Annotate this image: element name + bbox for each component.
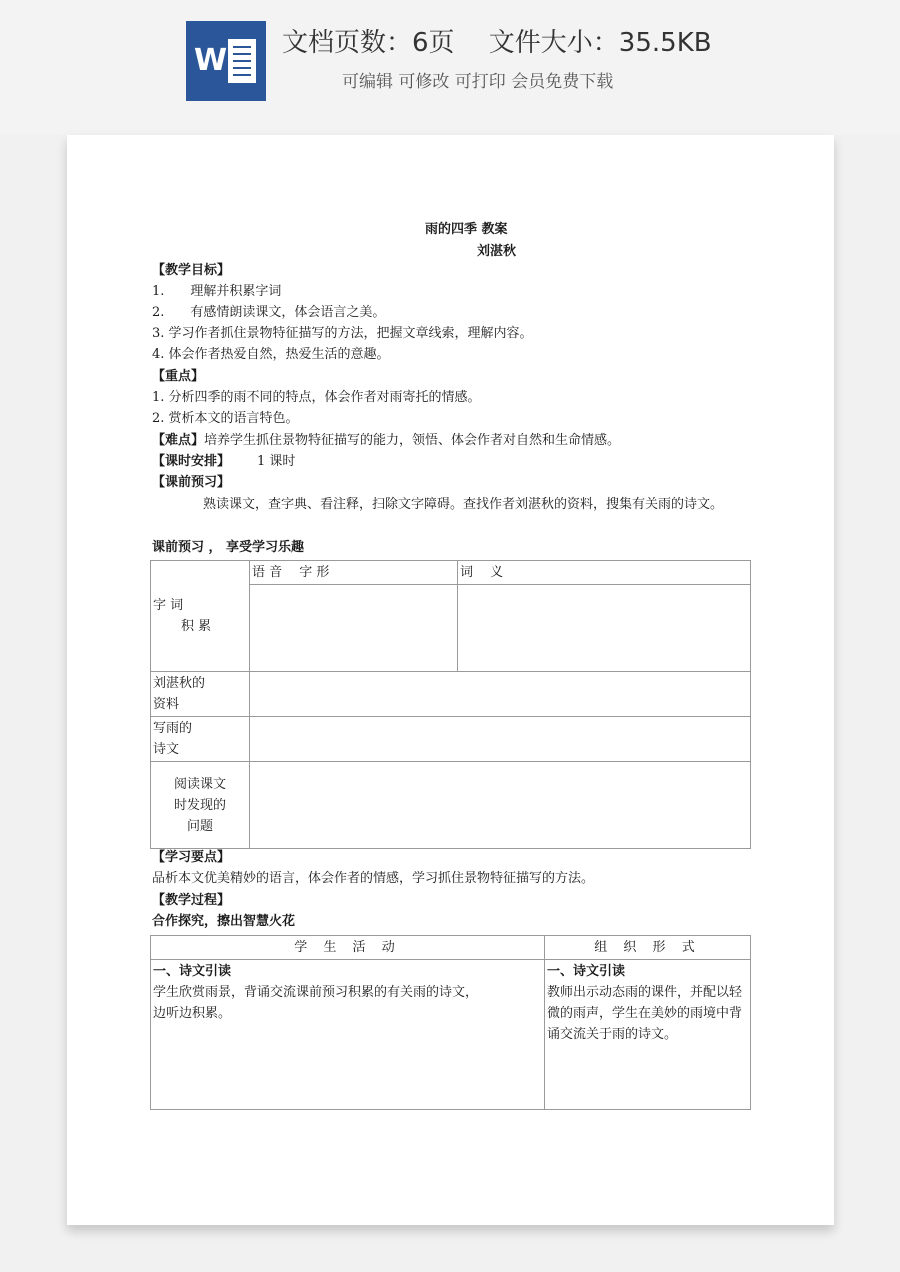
author-row-label: 刘湛秋的 资料: [151, 672, 250, 717]
preview-text: 熟读课文，查字典、看注释，扫除文字障碍。查找作者刘湛秋的资料，搜集有关雨的诗文。: [203, 497, 724, 512]
word-icon: [186, 21, 266, 101]
organization-cell: 一、诗文引读 教师出示动态雨的课件，并配以轻 微的雨声，学生在美妙的雨境中背 诵交流关于雨的诗文。: [545, 960, 751, 1110]
pron-cell: [250, 585, 458, 672]
student-activity-header: 学 生 活 动: [151, 936, 545, 960]
key-point: 1. 分析四季的雨不同的特点，体会作者对雨寄托的情感。: [152, 390, 481, 405]
process-table: [150, 935, 751, 1110]
study-text: 品析本文优美精妙的语言，体会作者的情感，学习抓住景物特征描写的方法。: [152, 871, 595, 886]
document-lines-icon: [228, 39, 256, 83]
goal-item: 4. 体会作者热爱自然，热爱生活的意趣。: [152, 347, 390, 362]
goals-heading: 【教学目标】: [152, 263, 231, 278]
meaning-cell: [458, 585, 751, 672]
schedule-label: 【课时安排】: [152, 454, 231, 469]
author-cell: [250, 672, 751, 717]
schedule-value: 1 课时: [257, 454, 296, 469]
poem-row-label: 写雨的 诗文: [151, 717, 250, 762]
difficulty-label: 【难点】: [152, 433, 205, 448]
document-stats: 文档页数：6页 文件大小：35.5KB: [282, 28, 712, 58]
student-activity-cell: 一、诗文引读 学生欣赏雨景，背诵交流课前预习积累的有关雨的诗文， 边听边积累。: [151, 960, 545, 1110]
doc-author: 刘湛秋: [477, 244, 517, 259]
doc-title: 雨的四季 教案: [425, 222, 508, 237]
key-point: 2. 赏析本文的语言特色。: [152, 411, 299, 426]
organization-header: 组 织 形 式: [545, 936, 751, 960]
table1-caption: 课前预习 ， 享受学习乐趣: [152, 540, 305, 555]
pron-header: 语 音 字 形: [250, 561, 458, 585]
vocab-row-label: [151, 561, 250, 672]
vocab-label-1: 字 词: [153, 598, 184, 613]
goal-item: 1. 理解并积累字词: [152, 284, 282, 299]
question-row-label: 阅读课文 时发现的 问题: [151, 762, 250, 849]
preview-heading: 【课前预习】: [152, 475, 231, 490]
word-icon-letter: W: [194, 43, 228, 78]
vocab-label-2: 积 累: [181, 619, 212, 634]
difficulty-line: [152, 432, 620, 450]
process-heading: 【教学过程】: [152, 893, 231, 908]
header-banner: [0, 0, 900, 135]
meaning-header: 词 义: [458, 561, 751, 585]
question-cell: [250, 762, 751, 849]
poem-cell: [250, 717, 751, 762]
goal-item: 2. 有感情朗读课文，体会语言之美。: [152, 305, 386, 320]
difficulty-text: 培养学生抓住景物特征描写的能力，领悟、体会作者对自然和生命情感。: [204, 433, 621, 448]
document-features: 可编辑 可修改 可打印 会员免费下载: [342, 72, 614, 92]
document-page: [67, 135, 834, 1225]
study-heading: 【学习要点】: [152, 850, 231, 865]
goal-item: 3. 学习作者抓住景物特征描写的方法，把握文章线索，理解内容。: [152, 326, 533, 341]
table2-caption: 合作探究，擦出智慧火花: [152, 914, 296, 929]
preview-table: [150, 560, 751, 849]
key-heading: 【重点】: [152, 369, 205, 384]
